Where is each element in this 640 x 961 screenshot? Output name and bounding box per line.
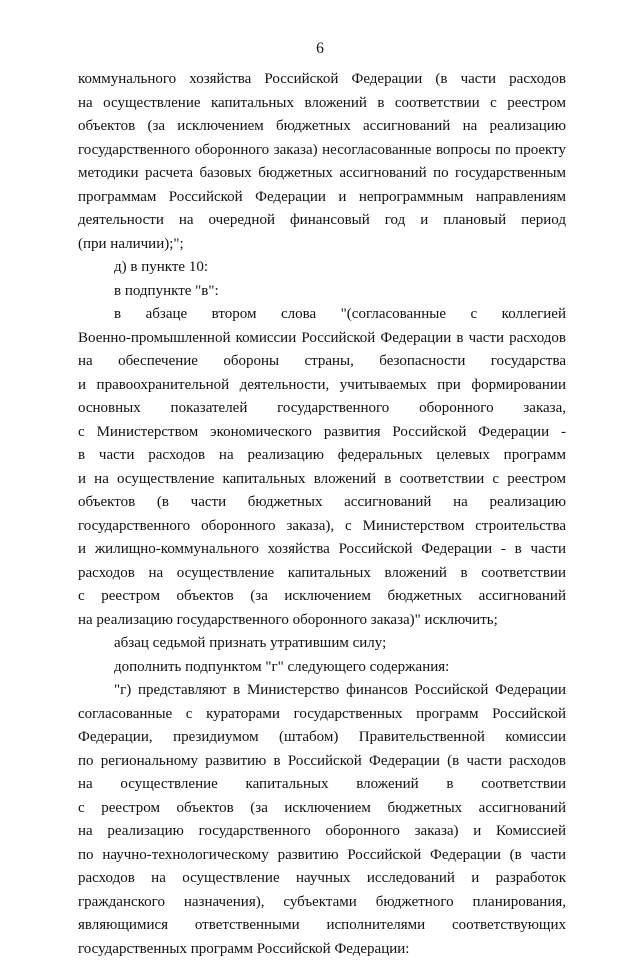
text-line: государственного оборонного заказа) несогласованные вопросы по проекту	[78, 139, 566, 163]
text-line: в части расходов на реализацию федеральных целевых программ	[78, 444, 566, 468]
text-line: дополнить подпунктом "г" следующего содержания:	[78, 656, 566, 680]
text-line: по региональному развитию в Российской Федерации (в части расходов	[78, 750, 566, 774]
text-line: расходов на осуществление научных исследований и разработок	[78, 867, 566, 891]
text-line: Военно-промышленной комиссии Российской Федерации в части расходов	[78, 327, 566, 351]
text-line: программам Российской Федерации и непрограммным направлениям	[78, 186, 566, 210]
text-line: согласованные с кураторами государственных программ Российской	[78, 703, 566, 727]
text-line: государственного оборонного заказа), с Министерством строительства	[78, 515, 566, 539]
text-line: "г) представляют в Министерство финансов Российской Федерации	[78, 679, 566, 703]
text-line: объектов (за исключением бюджетных ассигнований на реализацию	[78, 115, 566, 139]
text-line: по научно-технологическому развитию Российской Федерации (в части	[78, 844, 566, 868]
text-line: на осуществление капитальных вложений в соответствии с реестром	[78, 92, 566, 116]
text-line: и жилищно-коммунального хозяйства Российской Федерации - в части	[78, 538, 566, 562]
text-line: методики расчета базовых бюджетных ассигнований по государственным	[78, 162, 566, 186]
text-line: объектов (в части бюджетных ассигнований на реализацию	[78, 491, 566, 515]
text-line: гражданского назначения), субъектами бюджетного планирования,	[78, 891, 566, 915]
text-line: и правоохранительной деятельности, учитываемых при формировании	[78, 374, 566, 398]
text-line: абзац седьмой признать утратившим силу;	[78, 632, 566, 656]
text-line: д) в пункте 10:	[78, 256, 566, 280]
text-line: являющимися ответственными исполнителями соответствующих	[78, 914, 566, 938]
text-line: и на осуществление капитальных вложений в соответствии с реестром	[78, 468, 566, 492]
text-line: деятельности на очередной финансовый год и плановый период	[78, 209, 566, 233]
page-number: 6	[0, 40, 640, 58]
text-line: в абзаце втором слова "(согласованные с коллегией	[78, 303, 566, 327]
text-line: Федерации, президиумом (штабом) Правительственной комиссии	[78, 726, 566, 750]
text-line: на осуществление капитальных вложений в соответствии	[78, 773, 566, 797]
text-line: в подпункте "в":	[78, 280, 566, 304]
text-line: с реестром объектов (за исключением бюджетных ассигнований	[78, 585, 566, 609]
text-line: коммунального хозяйства Российской Федерации (в части расходов	[78, 68, 566, 92]
text-line: с Министерством экономического развития Российской Федерации -	[78, 421, 566, 445]
text-line: государственных программ Российской Федерации:	[78, 938, 566, 961]
text-line: на обеспечение обороны страны, безопасности государства	[78, 350, 566, 374]
text-line: на реализацию государственного оборонного заказа) и Комиссией	[78, 820, 566, 844]
document-body	[78, 68, 566, 961]
text-line: (при наличии);";	[78, 233, 566, 257]
text-line: на реализацию государственного оборонного заказа)" исключить;	[78, 609, 566, 633]
text-line: расходов на осуществление капитальных вложений в соответствии	[78, 562, 566, 586]
text-line: основных показателей государственного оборонного заказа,	[78, 397, 566, 421]
text-line: с реестром объектов (за исключением бюджетных ассигнований	[78, 797, 566, 821]
